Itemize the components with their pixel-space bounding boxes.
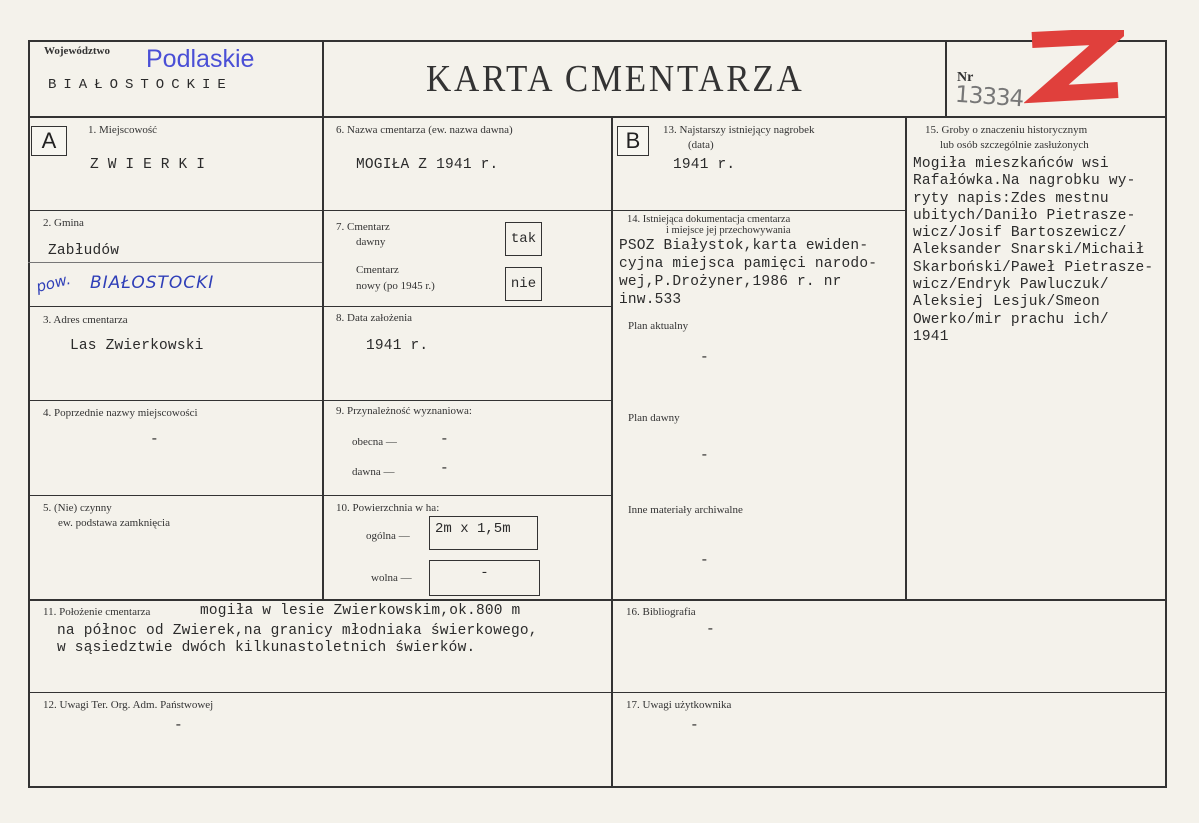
field-11-line-3: w sąsiedztwie dwóch kilkunastoletnich świerków.	[57, 640, 476, 656]
field-11-line-2: na północ od Zwierek,na granicy młodniaka świerkowego,	[57, 623, 538, 639]
row-divider-4	[28, 495, 612, 496]
field-7-label-old-2: dawny	[356, 236, 386, 248]
border-right	[1165, 40, 1167, 787]
field-13-label-2: (data)	[688, 139, 714, 151]
row-divider-1	[28, 210, 906, 211]
field-2-label: 2. Gmina	[43, 217, 84, 229]
field-3-label: 3. Adres cmentarza	[43, 314, 128, 326]
card-title: KARTA CMENTARZA	[426, 58, 805, 100]
field-9-current-label: obecna —	[352, 436, 397, 448]
field-14-line-1: PSOZ Białystok,karta ewiden-	[619, 238, 869, 254]
row-divider-3	[28, 400, 612, 401]
field-8-value: 1941 r.	[366, 338, 429, 354]
field-3-value: Las Zwierkowski	[70, 338, 204, 354]
field-12-label: 12. Uwagi Ter. Org. Adm. Państwowej	[43, 699, 214, 711]
nr-divider	[945, 40, 947, 117]
nr-value: 13334	[954, 81, 1024, 113]
powiat-value: BIAŁOSTOCKI	[90, 273, 215, 293]
col-divider-1	[322, 40, 324, 600]
field-7-old-box: tak	[505, 222, 542, 256]
field-1-value: ZWIERKI	[90, 157, 214, 173]
field-6-value: MOGIŁA Z 1941 r.	[356, 157, 499, 173]
field-1-label: 1. Miejscowość	[88, 124, 158, 136]
field-6-label: 6. Nazwa cmentarza (ew. nazwa dawna)	[336, 124, 513, 136]
field-9-label: 9. Przynależność wyznaniowa:	[336, 405, 472, 417]
plan-current-value: -	[700, 350, 709, 366]
other-materials-value: -	[700, 553, 709, 569]
field-15-line-9: Aleksiej Lesjuk/Smeon	[913, 294, 1100, 311]
field-15-line-11: 1941	[913, 328, 949, 345]
field-7-label-old: 7. Cmentarz	[336, 221, 390, 233]
field-15-line-8: wicz/Endryk Pawluczuk/	[913, 277, 1109, 294]
field-9-current-value: -	[440, 432, 449, 448]
other-materials-label: Inne materiały archiwalne	[628, 504, 743, 516]
field-14-line-2: cyjna miejsca pamięci narodo-	[619, 256, 878, 272]
field-15-line-1: Mogiła mieszkańców wsi	[913, 156, 1109, 172]
plan-current-label: Plan aktualny	[628, 320, 689, 332]
border-bottom	[28, 786, 1167, 788]
field-5-label-2: ew. podstawa zamknięcia	[58, 517, 170, 529]
field-12-value: -	[174, 718, 183, 734]
section-b-box: B	[617, 126, 649, 156]
field-14-label-2: i miejsce jej przechowywania	[666, 225, 791, 236]
field-10-total-label: ogólna —	[366, 530, 410, 542]
field-13-value: 1941 r.	[673, 157, 736, 173]
voivodeship-label: Województwo	[44, 45, 110, 57]
field-15-line-2: Rafałówka.Na nagrobku wy-	[913, 173, 1136, 190]
field-2-underline	[28, 262, 322, 263]
field-16-label: 16. Bibliografia	[626, 606, 696, 618]
field-11-label: 11. Położenie cmentarza	[43, 606, 151, 618]
header-divider	[28, 116, 1167, 118]
red-z-letter	[1024, 30, 1124, 110]
col-divider-2	[611, 116, 613, 787]
row-divider-5	[28, 599, 1167, 601]
field-7-new-box: nie	[505, 267, 542, 301]
field-15-label-2: lub osób szczególnie zasłużonych	[940, 139, 1089, 151]
field-13-label: 13. Najstarszy istniejący nagrobek	[663, 124, 815, 136]
field-10-total-box: 2m x 1,5m	[429, 516, 538, 550]
field-10-free-box: -	[429, 560, 540, 596]
nr-label: Nr	[957, 70, 974, 85]
field-7-label-new-2: nowy (po 1945 r.)	[356, 280, 435, 292]
field-5-label: 5. (Nie) czynny	[43, 502, 112, 514]
field-4-label: 4. Poprzednie nazwy miejscowości	[43, 407, 198, 419]
plan-old-label: Plan dawny	[628, 412, 680, 424]
field-15-line-5: wicz/Josif Bartoszewicz/	[913, 225, 1127, 242]
section-a-box: A	[31, 126, 67, 156]
row-divider-2	[28, 306, 612, 307]
field-9-former-value: -	[440, 461, 449, 477]
field-15-line-10: Owerko/mir prachu ich/	[913, 311, 1109, 328]
voivodeship-typed: BIAŁOSTOCKIE	[48, 77, 233, 93]
field-15-line-7: Skarboński/Paweł Pietrasze-	[913, 259, 1154, 276]
field-7-label-new: Cmentarz	[356, 264, 399, 276]
field-16-value: -	[706, 622, 715, 638]
field-14-line-3: wej,P.Drożyner,1986 r. nr	[619, 274, 842, 290]
field-4-value: -	[150, 432, 159, 448]
plan-old-value: -	[700, 448, 709, 464]
field-2-value: Zabłudów	[48, 243, 120, 259]
field-15-line-4: ubitych/Daniło Pietrasze-	[913, 207, 1136, 224]
field-17-label: 17. Uwagi użytkownika	[626, 699, 732, 711]
field-10-label: 10. Powierzchnia w ha:	[336, 502, 440, 514]
field-15-line-6: Aleksander Snarski/Michaił	[913, 242, 1145, 259]
field-15-line-3: ryty napis:Zdes mestnu	[913, 190, 1109, 207]
field-15-text	[913, 156, 1153, 346]
field-17-value: -	[690, 718, 699, 734]
field-15-label: 15. Groby o znaczeniu historycznym	[925, 124, 1088, 136]
powiat-prefix: pow.	[34, 270, 73, 296]
field-11-line-1: mogiła w lesie Zwierkowskim,ok.800 m	[200, 603, 521, 619]
col-divider-3	[905, 116, 907, 600]
row-divider-6	[28, 692, 1167, 693]
voivodeship-stamp: Podlaskie	[146, 45, 255, 73]
border-top	[28, 40, 1167, 42]
field-14-label: 14. Istniejąca dokumentacja cmentarza	[627, 214, 791, 225]
field-8-label: 8. Data założenia	[336, 312, 413, 324]
field-10-free-label: wolna —	[371, 572, 412, 584]
field-14-line-4: inw.533	[619, 292, 682, 308]
border-left	[28, 40, 30, 787]
field-9-former-label: dawna —	[352, 466, 395, 478]
